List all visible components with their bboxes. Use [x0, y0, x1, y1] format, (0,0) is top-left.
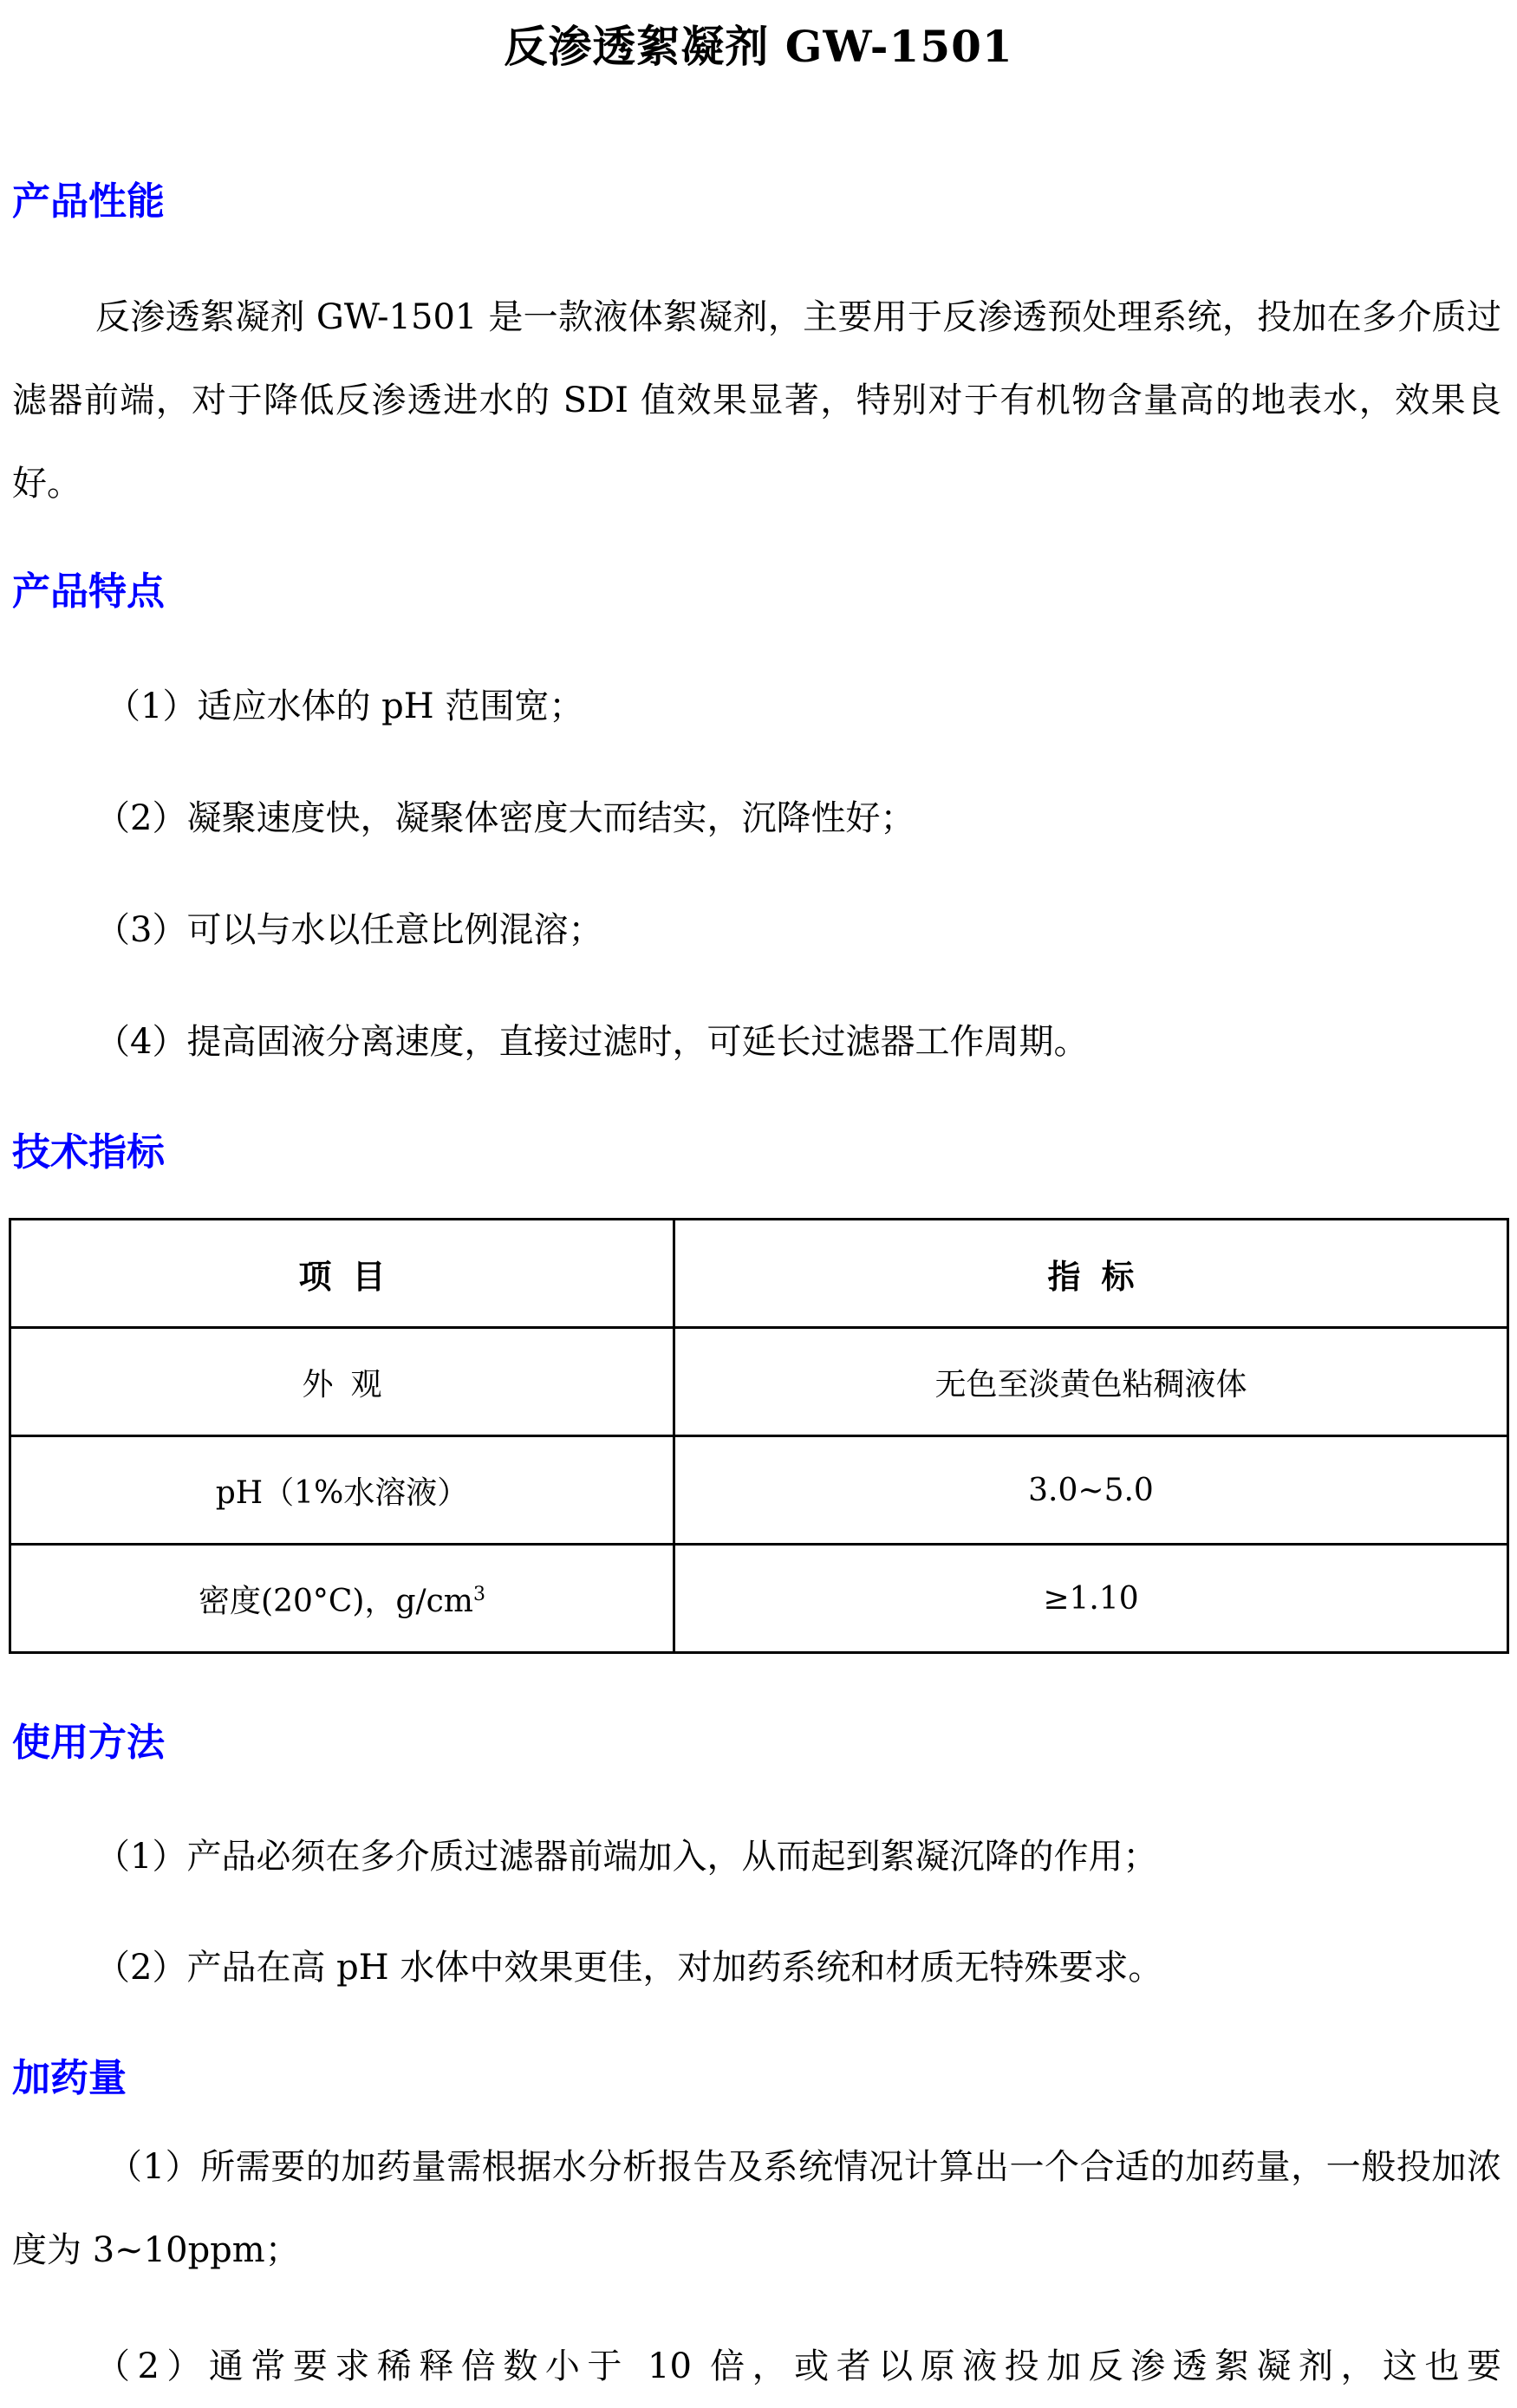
table-header-value: 指标: [674, 1220, 1508, 1328]
table-header-item: 项目: [10, 1220, 674, 1328]
feature-item-1: （1）适应水体的 pH 范围宽；: [106, 687, 584, 726]
table-cell-item: 外观: [10, 1328, 674, 1436]
spec-table: [9, 1218, 1509, 1654]
dosage-paragraph-2: （2）通常要求稀释倍数小于 10 倍，或者以原液投加反渗透絮凝剂，这也要: [95, 2346, 1501, 2386]
section-heading-dosage: 加药量: [12, 2056, 127, 2100]
feature-item-2: （2）凝聚速度快，凝聚体密度大而结实，沉降性好；: [95, 798, 915, 838]
table-row: [10, 1328, 1508, 1436]
table-row: [10, 1545, 1508, 1653]
section-heading-specs: 技术指标: [12, 1130, 165, 1175]
section-heading-usage: 使用方法: [12, 1721, 165, 1765]
section-heading-performance: 产品性能: [12, 179, 165, 224]
table-cell-value: 无色至淡黄色粘稠液体: [674, 1328, 1508, 1436]
usage-item-1: （1）产品必须在多介质过滤器前端加入，从而起到絮凝沉降的作用；: [95, 1837, 1158, 1877]
table-row: [10, 1436, 1508, 1545]
table-cell-value: 3.0~5.0: [674, 1436, 1508, 1545]
table-cell-item: pH（1%水溶液）: [10, 1436, 674, 1545]
usage-item-2: （2）产品在高 pH 水体中效果更佳，对加药系统和材质无特殊要求。: [95, 1948, 1163, 1988]
table-cell-item: [10, 1545, 674, 1653]
feature-item-3: （3）可以与水以任意比例混溶；: [95, 910, 603, 950]
section-heading-features: 产品特点: [12, 569, 165, 614]
density-label: 密度(20°C)，g/cm: [199, 1583, 473, 1619]
feature-item-4: （4）提高固液分离速度，直接过滤时，可延长过滤器工作周期。: [95, 1022, 1089, 1062]
performance-paragraph: 反渗透絮凝剂 GW-1501 是一款液体絮凝剂，主要用于反渗透预处理系统，投加在多介质过滤器前端，对于降低反渗透进水的 SDI 值效果显著，特别对于有机物含量高的地表水，效果良好。: [12, 297, 1501, 504]
dosage-paragraph-1: （1）所需要的加药量需根据水分析报告及系统情况计算出一个合适的加药量，一般投加浓度为 3~10ppm；: [12, 2147, 1501, 2270]
table-cell-value: ≥1.10: [674, 1545, 1508, 1653]
table-header-row: [10, 1220, 1508, 1328]
density-unit-exponent: 3: [472, 1583, 485, 1605]
document-title: 反渗透絮凝剂 GW-1501: [504, 21, 1013, 72]
